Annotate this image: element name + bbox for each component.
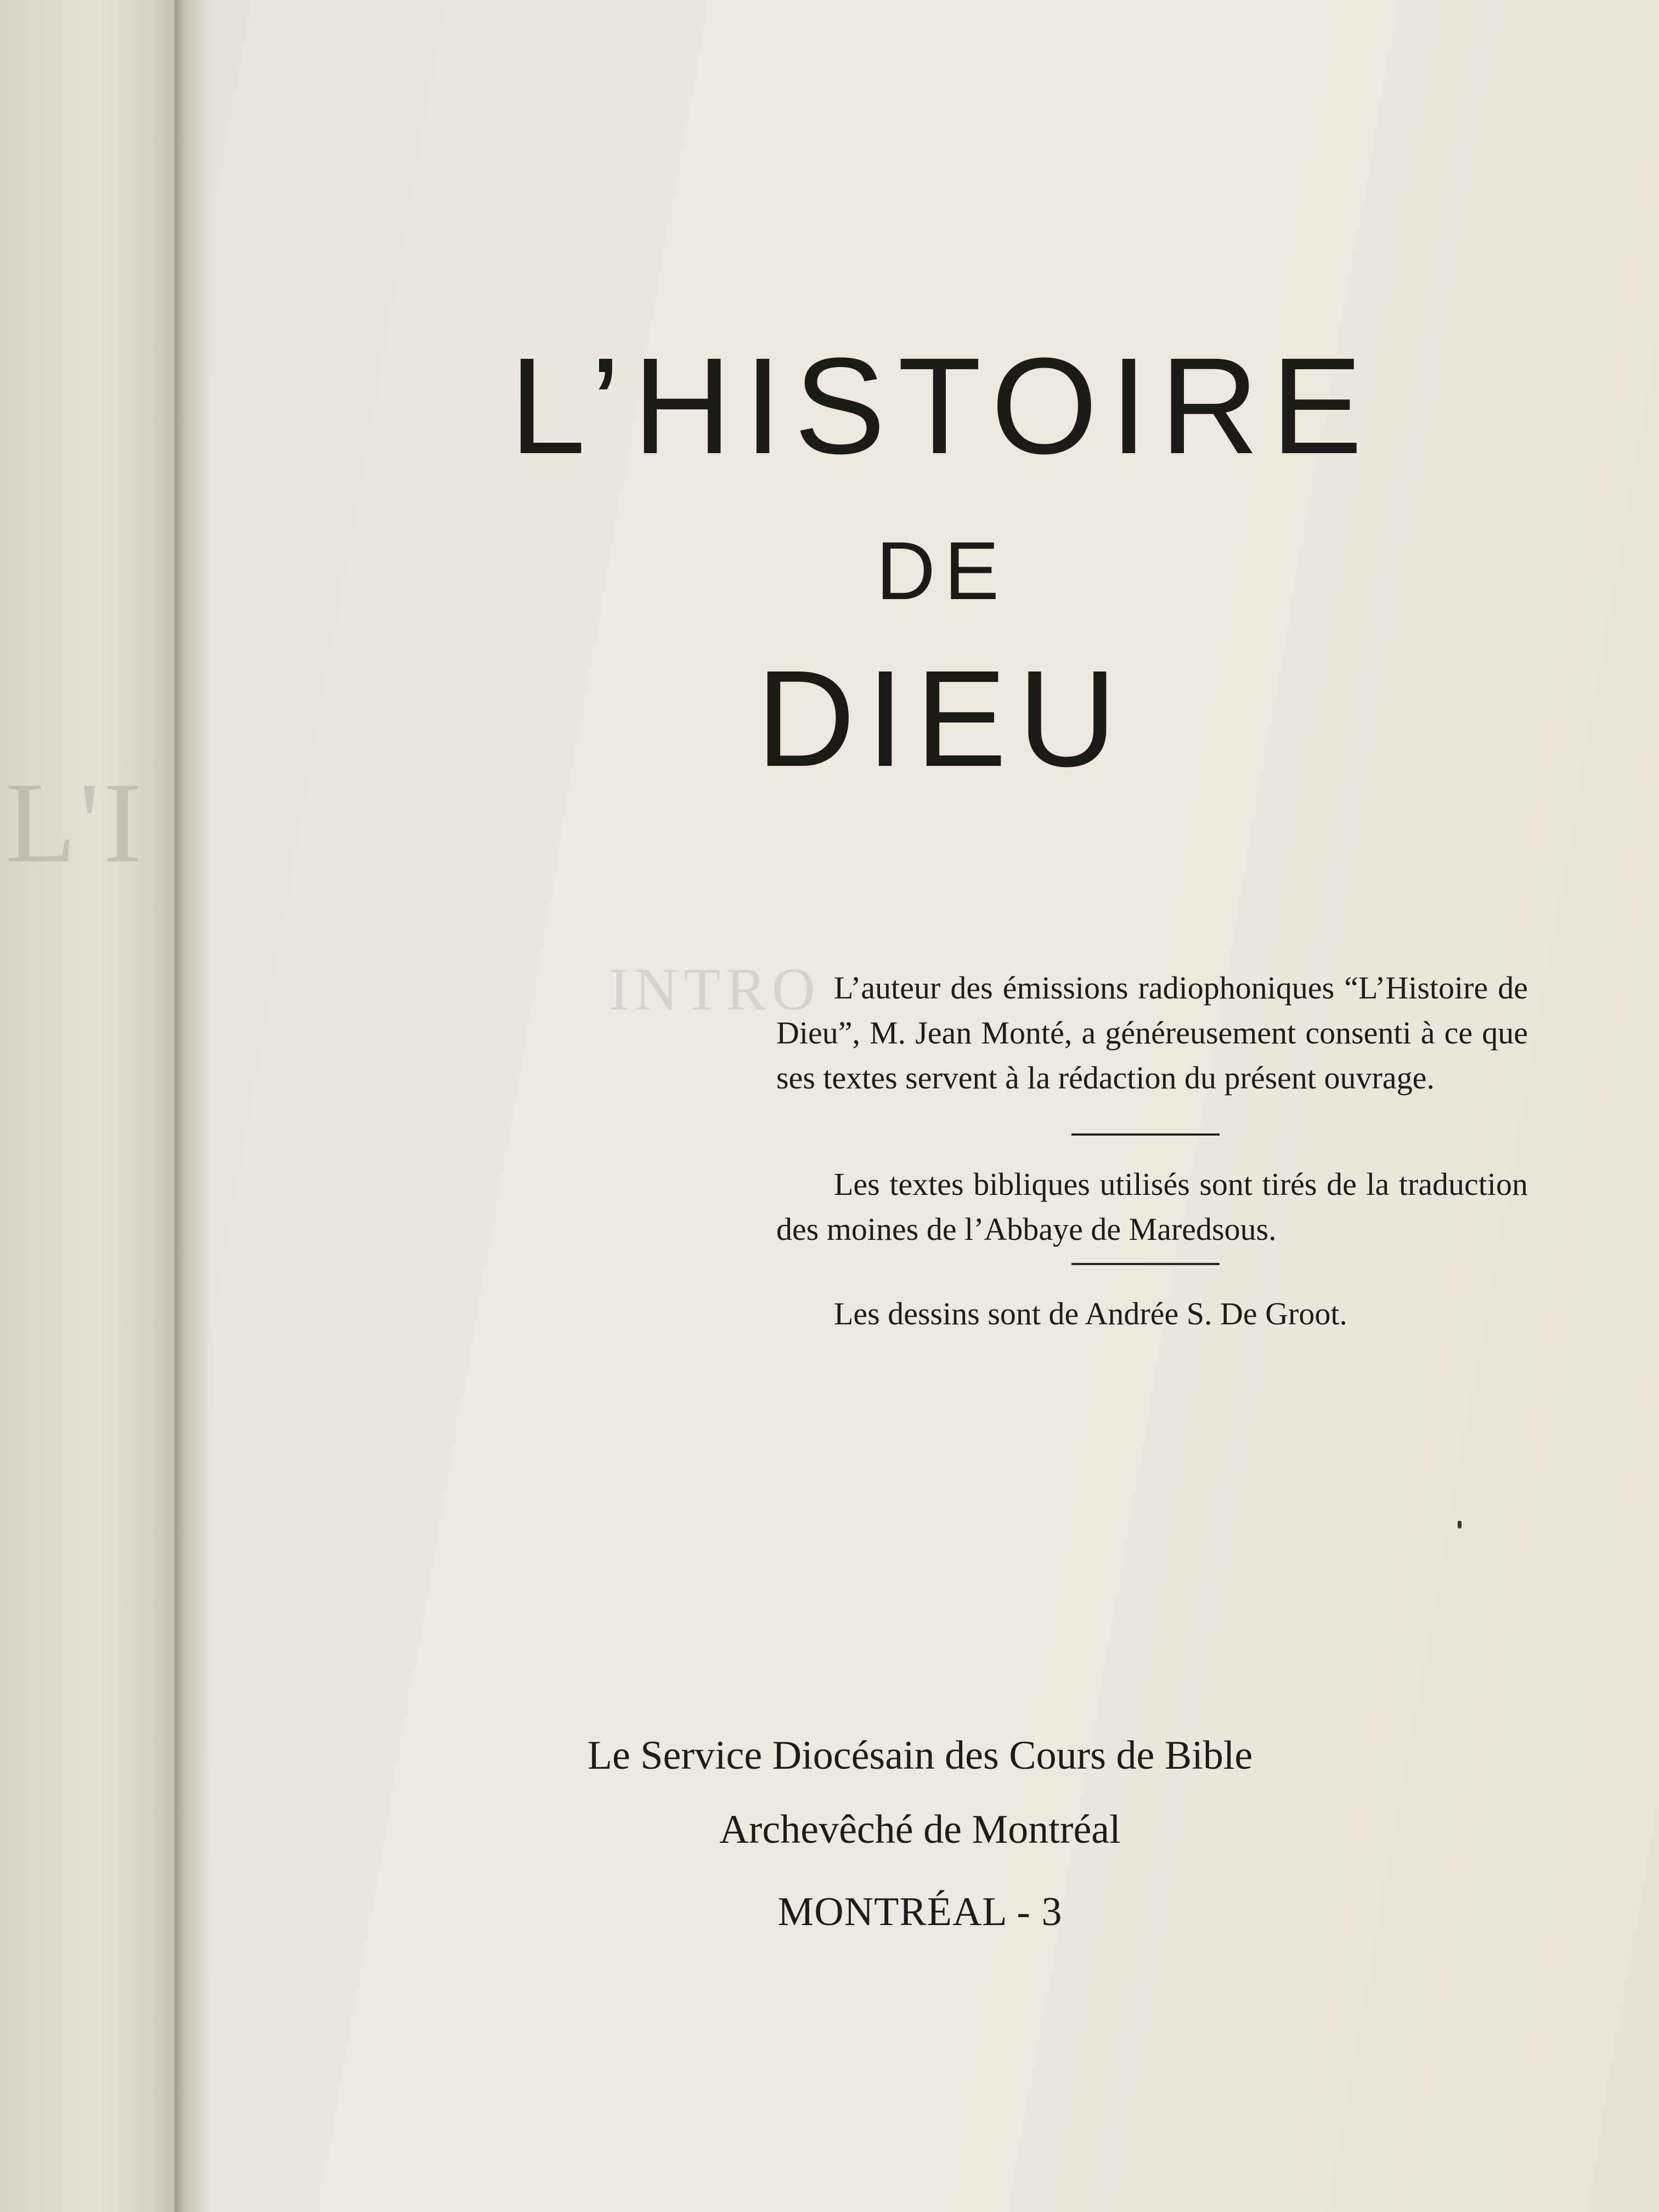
title-line-histoire: L’HISTOIRE — [509, 329, 1375, 482]
publisher-name: Le Service Diocésain des Cours de Bible — [587, 1733, 1253, 1778]
previous-page — [0, 0, 181, 2212]
title-line-dieu: DIEU — [756, 642, 1128, 795]
publisher-city: MONTRÉAL - 3 — [777, 1889, 1063, 1934]
title-line-de: DE — [876, 524, 1008, 617]
publisher-archdiocese: Archevêché de Montréal — [719, 1807, 1121, 1852]
paper-speck — [1458, 1521, 1462, 1528]
previous-page-bleed-text: L'I — [5, 759, 145, 887]
separator-rule — [1071, 1263, 1220, 1265]
note-illustrations: Les dessins sont de Andrée S. De Groot. — [834, 1296, 1347, 1331]
note-bible-texts: Les textes bibliques utilisés sont tirés de la traduction des moines de l’Abbaye de Maredsous. — [776, 1166, 1528, 1247]
note-author: L’auteur des émissions radiophoniques “L’Histoire de Dieu”, M. Jean Monté, a généreusement consenti à ce que ses textes servent à la rédaction du présent ouvrage. — [776, 970, 1528, 1096]
separator-rule — [1071, 1133, 1220, 1136]
credits-notes — [776, 966, 1528, 1336]
bleed-through-text: INTRO — [609, 956, 821, 1023]
